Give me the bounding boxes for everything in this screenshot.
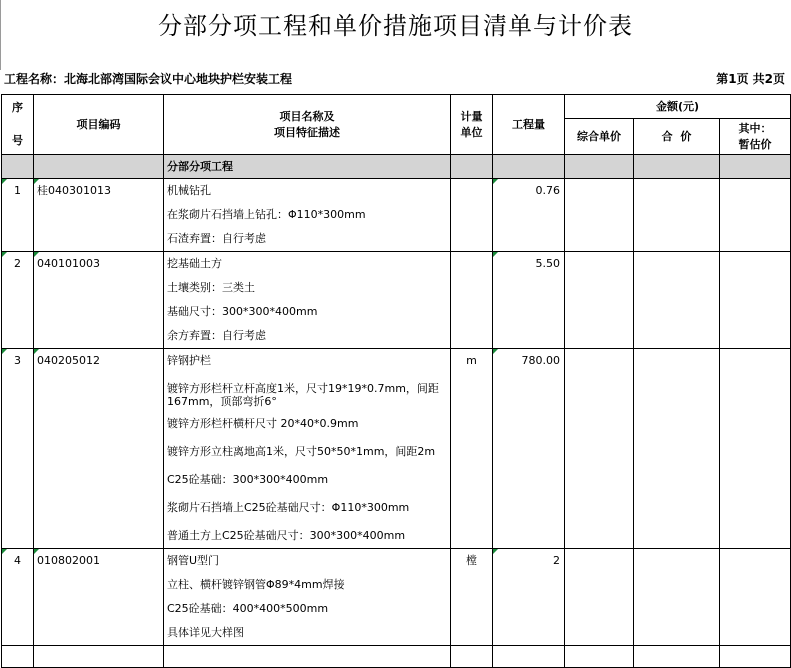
- row-unit-price: [565, 179, 634, 252]
- row-description: 机械钻孔 在浆砌片石挡墙上钻孔：Φ110*300mm 石渣弃置：自行考虑: [164, 179, 451, 252]
- row-quantity: 780.00: [493, 349, 565, 549]
- table-row-empty: [2, 646, 791, 668]
- table-row: [2, 179, 791, 252]
- row-unit-price: [565, 252, 634, 349]
- row-code: 桂040301013: [34, 179, 164, 252]
- row-quantity: 2: [493, 549, 565, 646]
- row-total-price: [634, 179, 720, 252]
- page-current: 第1页: [716, 72, 749, 86]
- row-provisional: [720, 179, 791, 252]
- row-code: 010802001: [34, 549, 164, 646]
- row-description: 钢管U型门 立柱、横杆镀锌钢管Φ89*4mm焊接 C25砼基础：400*400*500mm 具体详见大样图: [164, 549, 451, 646]
- row-seq: 3: [2, 349, 34, 549]
- row-seq: 2: [2, 252, 34, 349]
- row-seq: 4: [2, 549, 34, 646]
- row-unit: [451, 179, 493, 252]
- row-code: 040101003: [34, 252, 164, 349]
- row-unit: 樘: [451, 549, 493, 646]
- header-amount: 金额(元): [565, 95, 791, 119]
- header-seq: 序 号: [2, 95, 34, 155]
- page-title: 分部分项工程和单价措施项目清单与计价表: [158, 12, 633, 40]
- table-row: [2, 349, 791, 549]
- row-total-price: [634, 252, 720, 349]
- row-provisional: [720, 549, 791, 646]
- header-total-price: 合 价: [634, 119, 720, 155]
- row-provisional: [720, 252, 791, 349]
- page-total: 共2页: [752, 72, 785, 86]
- row-description: 锌钢护栏 镀锌方形栏杆立杆高度1米，尺寸19*19*0.7mm，间距167mm，顶部弯折6° 镀锌方形栏杆横杆尺寸 20*40*0.9mm 镀锌方形立柱离地高1米，尺寸50*50*1mm，间距2m C25砼基础：300*300*400mm 浆砌片石挡墙上C25砼基础尺寸：Φ110*300mm 普通土方上C25砼基础尺寸：300*300*400mm: [164, 349, 451, 549]
- row-unit: m: [451, 349, 493, 549]
- section-row: [2, 155, 791, 179]
- header-unit-price: 综合单价: [565, 119, 634, 155]
- row-unit-price: [565, 549, 634, 646]
- project-name: 工程名称：北海北部湾国际会议中心地块护栏安装工程: [4, 72, 293, 86]
- header-unit: 计量 单位: [451, 95, 493, 155]
- header-description: 项目名称及 项目特征描述: [164, 95, 451, 155]
- row-seq: 1: [2, 179, 34, 252]
- row-quantity: 0.76: [493, 179, 565, 252]
- row-description: 挖基础土方 土壤类别：三类土 基础尺寸：300*300*400mm 余方弃置：自行考虑: [164, 252, 451, 349]
- page-indicator: [716, 72, 785, 86]
- row-code: 040205012: [34, 349, 164, 549]
- header-quantity: 工程量: [493, 95, 565, 155]
- bill-table: [1, 94, 791, 668]
- row-unit: [451, 252, 493, 349]
- header-provisional: 其中： 暂估价: [720, 119, 791, 155]
- row-unit-price: [565, 349, 634, 549]
- table-row: [2, 252, 791, 349]
- row-provisional: [720, 349, 791, 549]
- header-code: 项目编码: [34, 95, 164, 155]
- row-total-price: [634, 349, 720, 549]
- row-total-price: [634, 549, 720, 646]
- table-row: [2, 549, 791, 646]
- section-label: 分部分项工程: [164, 155, 451, 179]
- row-quantity: 5.50: [493, 252, 565, 349]
